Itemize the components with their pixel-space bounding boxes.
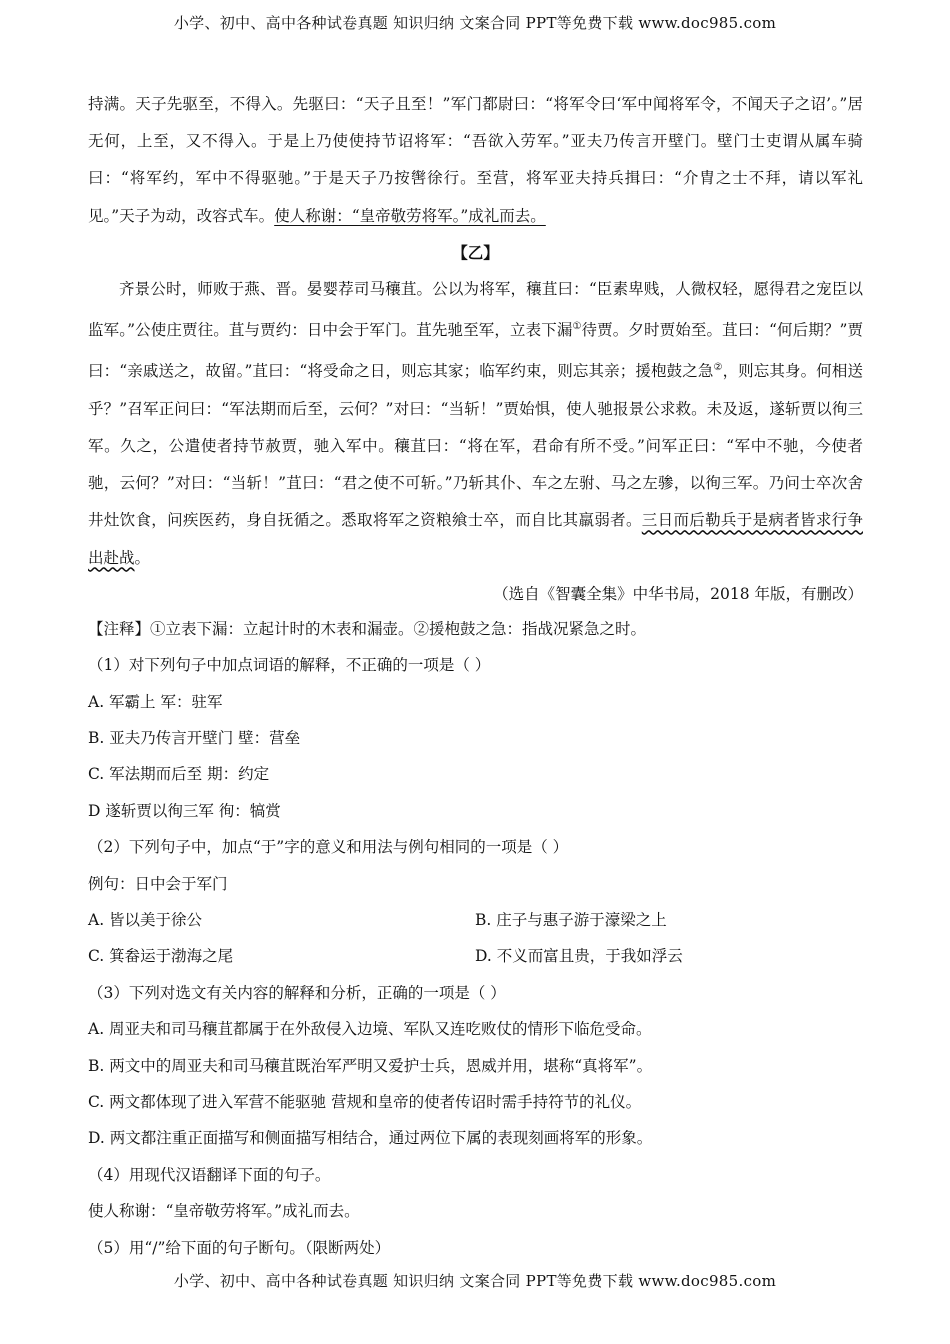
- question-4-sentence: 使人称谢：“皇帝敬劳将军。”成礼而去。: [88, 1202, 360, 1221]
- page-footer: 小学、初中、高中各种试卷真题 知识归纳 文案合同 PPT等免费下载 www.doc985.com: [173, 1272, 777, 1290]
- question-3-option-b: B. 两文中的周亚夫和司马穰苴既治军严明又爱护士兵，恩威并用，堪称“真将军”。: [88, 1056, 653, 1075]
- question-2-stem: （2）下列句子中，加点“于”字的意义和用法与例句相同的一项是（ ）: [88, 838, 569, 857]
- passage-yi-title: 【乙】: [452, 242, 499, 262]
- question-1-option-b: B. 亚夫乃传言开壁门 壁：营垒: [88, 728, 301, 747]
- question-2-options-row-1: [88, 902, 863, 938]
- question-3-option-c: C. 两文都体现了进入军营不能驱驰 营规和皇帝的使者传诏时需手持符节的礼仪。: [88, 1093, 642, 1112]
- question-1-option-d: D 遂斩贾以徇三军 徇：犒赏: [88, 801, 281, 820]
- footnote-mark-1: ①: [572, 321, 582, 333]
- passage-yi-wavy-sentence: 三日而后勒兵于是病者皆求行争出赴战: [88, 511, 863, 567]
- question-2-option-c: C. 箕畚运于渤海之尾: [88, 947, 234, 966]
- question-3-option-a: A. 周亚夫和司马穰苴都属于在外敌侵入边境、军队又连吃败仗的情形下临危受命。: [88, 1020, 652, 1039]
- passage-jia: [88, 86, 863, 235]
- question-1-option-a: A. 军霸上 军：驻军: [88, 692, 223, 711]
- passage-yi-text-c: ，则忘其身。何相送乎？”召军正问曰：“军法期而后至，云何？”对曰：“当斩！”贾始惧，使人驰报景公求救。未及返，遂斩贾以徇三军。久之，公遣使者持节赦贾，驰入军中。穰苴曰：“将在军，君命有所不受。”问军正曰：“军中不驰，今使者驰，云何？”对曰：“当斩！”苴曰：“君之使不可斩。”乃斩其仆、车之左驸、马之左骖，以徇三军。乃问士卒次舍井灶饮食，问疾医药，身自抚循之。悉取将军之资粮飨士卒，而自比其羸弱者。: [88, 362, 864, 530]
- page-header: 小学、初中、高中各种试卷真题 知识归纳 文案合同 PPT等免费下载 www.doc985.com: [173, 14, 777, 32]
- question-2-option-d: D. 不义而富且贵，于我如浮云: [475, 947, 683, 966]
- question-2-option-a: A. 皆以美于徐公: [88, 911, 203, 929]
- passage-yi-end: 。: [134, 548, 151, 567]
- question-1-option-c: C. 军法期而后至 期：约定: [88, 765, 270, 784]
- question-2-example: 例句：日中会于军门: [88, 874, 228, 893]
- passage-yi-text-b: 待贾。夕时贾始至。苴曰：“何后期？”贾曰：“亲戚送之，故留。”苴曰：“将受命之日，则忘其家；临军约束，则忘其亲；援枹鼓之急: [88, 321, 863, 381]
- footnote-mark-2: ②: [713, 362, 723, 374]
- question-5-stem: （5）用“/”给下面的句子断句。（限断两处）: [88, 1238, 391, 1257]
- question-3-option-d: D. 两文都注重正面描写和侧面描写相结合，通过两位下属的表现刻画将军的形象。: [88, 1129, 653, 1148]
- question-4-stem: （4）用现代汉语翻译下面的句子。: [88, 1165, 331, 1184]
- source-citation: （选自《智囊全集》中华书局，2018 年版，有删改）: [493, 584, 863, 603]
- question-1-stem: （1）对下列句子中加点词语的解释，不正确的一项是（ ）: [88, 656, 491, 675]
- question-3-stem: （3）下列对选文有关内容的解释和分析，正确的一项是（ ）: [88, 983, 506, 1002]
- annotation-notes: 【注释】①立表下漏：立起计时的木表和漏壶。②援枹鼓之急：指战况紧急之时。: [88, 619, 647, 638]
- passage-jia-text: 持满。天子先驱至，不得入。先驱曰：“天子且至！”军门都尉曰：“将军令曰‘军中闻将军令，不闻天子之诏’。”居无何，上至，又不得入。于是上乃使使持节诏将军：“吾欲入劳军。”亚夫乃传言开壁门。壁门士吏谓从属车骑曰：“将军约，军中不得驱驰。”于是天子乃按辔徐行。至营，将军亚夫持兵揖曰：“介胄之士不拜，请以军礼见。”天子为动，改容式车。: [88, 95, 863, 225]
- document-body: [88, 86, 863, 1266]
- question-2-option-b: B. 庄子与惠子游于濠梁之上: [475, 911, 667, 929]
- passage-jia-underlined-sentence: 使人称谢：“皇帝敬劳将军。”成礼而去。: [274, 206, 546, 225]
- passage-yi: [88, 271, 863, 577]
- question-2-options-row-2: [88, 938, 863, 974]
- passage-yi-text-a: 齐景公时，师败于燕、晋。晏婴荐司马穰苴。公以为将军，穰苴曰：“臣素卑贱，人微权轻，愿得君之宠臣以监军。”公使庄贾往。苴与贾约：日中会于军门。苴先驰至军，立表下漏: [88, 279, 863, 340]
